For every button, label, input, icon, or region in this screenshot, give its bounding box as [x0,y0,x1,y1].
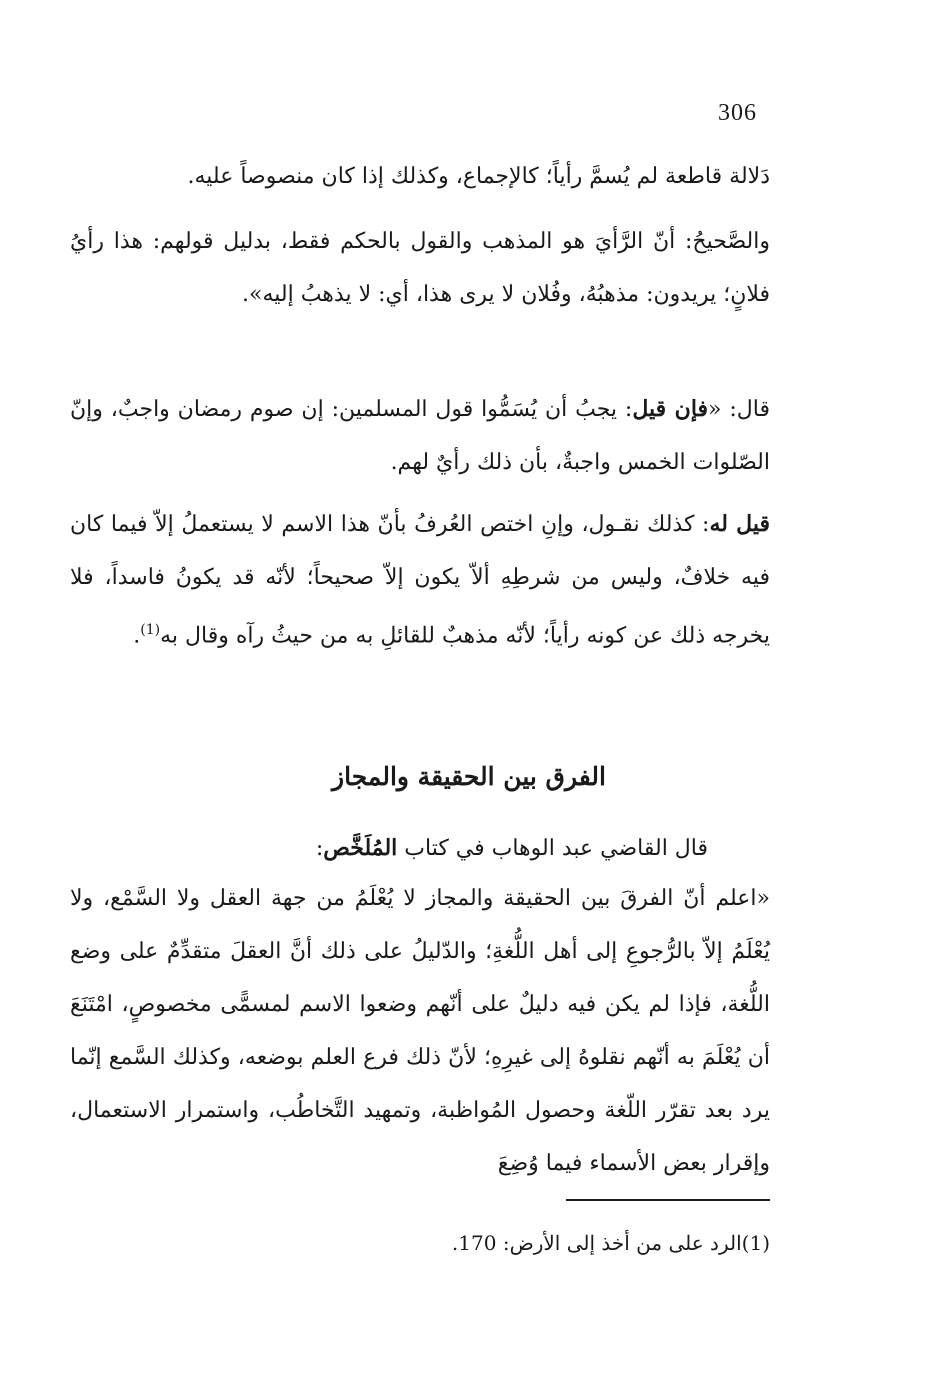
paragraph-5-prefix: قال القاضي عبد الوهاب في كتاب [397,836,708,861]
paragraph-3 [70,383,770,489]
paragraph-4-lead: قيل له [709,511,770,537]
section-heading: الفرق بين الحقيقة والمجاز [332,762,606,791]
paragraph-2 [70,215,770,321]
book-title: المُلَخَّص [323,835,398,861]
paragraph-5-suffix: : [315,836,324,861]
paragraph-1 [70,150,770,203]
paragraph-2-text: والصَّحيحُ: أنّ الرَّأيَ هو المذهب والقول بالحكم فقط، بدليل قولهم: هذا رأيُ فلانٍ؛ يريدون: مذهبُهُ، وفُلان لا يرى هذا، أي: لا يذهبُ إليه». [70,229,770,307]
paragraph-3-lead: فإن قيل [632,396,709,422]
paragraph-5 [70,822,770,875]
footnote-reference: (1) [140,622,161,638]
paragraph-3-rest: : يجبُ أن يُسَمُّوا قول المسلمين: إن صوم رمضان واجبٌ، وإنّ الصّلوات الخمس واجبةٌ، بأن ذلك رأيٌ لهم. [70,397,770,475]
footnote-divider [566,1199,770,1201]
paragraph-6-text: «اعلم أنّ الفرقَ بين الحقيقة والمجاز لا يُعْلَمُ من جهة العقل ولا السَّمْع، ولا يُعْلَمُ إلاّ بالرُّجوعِ إلى أهل اللُّغةِ؛ والدّليلُ على ذلك أنَّ العقلَ متقدِّمٌ على وضع اللُّغة، فإذا لم يكن فيه دليلٌ على أنّهم وضعوا الاسم لمسمًّى مخصوصٍ، امْتَنَعَ أن يُعْلَمَ به أنّهم نقلوهُ إلى غيرِهِ؛ لأنّ ذلك فرع العلم بوضعه، وكذلك السَّمع إنّما يرد بعد تقرّر اللّغة وحصول المُواظبة، وتمهيد التَّخاطُب، واستمرار الاستعمال، وإقرار بعض الأسماء فيما وُضِعَ [70,886,770,1176]
paragraph-6 [70,872,770,1190]
footnote: (1)الرد على من أخذ إلى الأرض: 170. [451,1231,770,1255]
paragraph-3-text [70,383,770,489]
page-number: 306 [718,100,757,126]
paragraph-4 [70,498,770,662]
paragraph-4-rest: : كذلك نقـول، وإنِ اختص العُرفُ بأنّ هذا الاسم لا يستعملُ إلاّ فيما كان فيه خلافٌ، وليس من شرطِهِ ألاّ يكون إلاّ صحيحاً؛ لأنّه قد يكونُ فاسداً، فلا يخرجه ذلك عن كونه رأياً؛ لأنّه مذهبٌ للقائلِ به من حيثُ رآه وقال به [70,512,770,649]
paragraph-4-end: . [133,623,141,649]
paragraph-3-prefix: قال: « [708,397,770,422]
paragraph-1-text: دَلالة قاطعة لم يُسمَّ رأياً؛ كالإجماع، وكذلك إذا كان منصوصاً عليه. [187,164,770,189]
paragraph-5-text [70,822,770,875]
paragraph-4-text [70,498,770,662]
